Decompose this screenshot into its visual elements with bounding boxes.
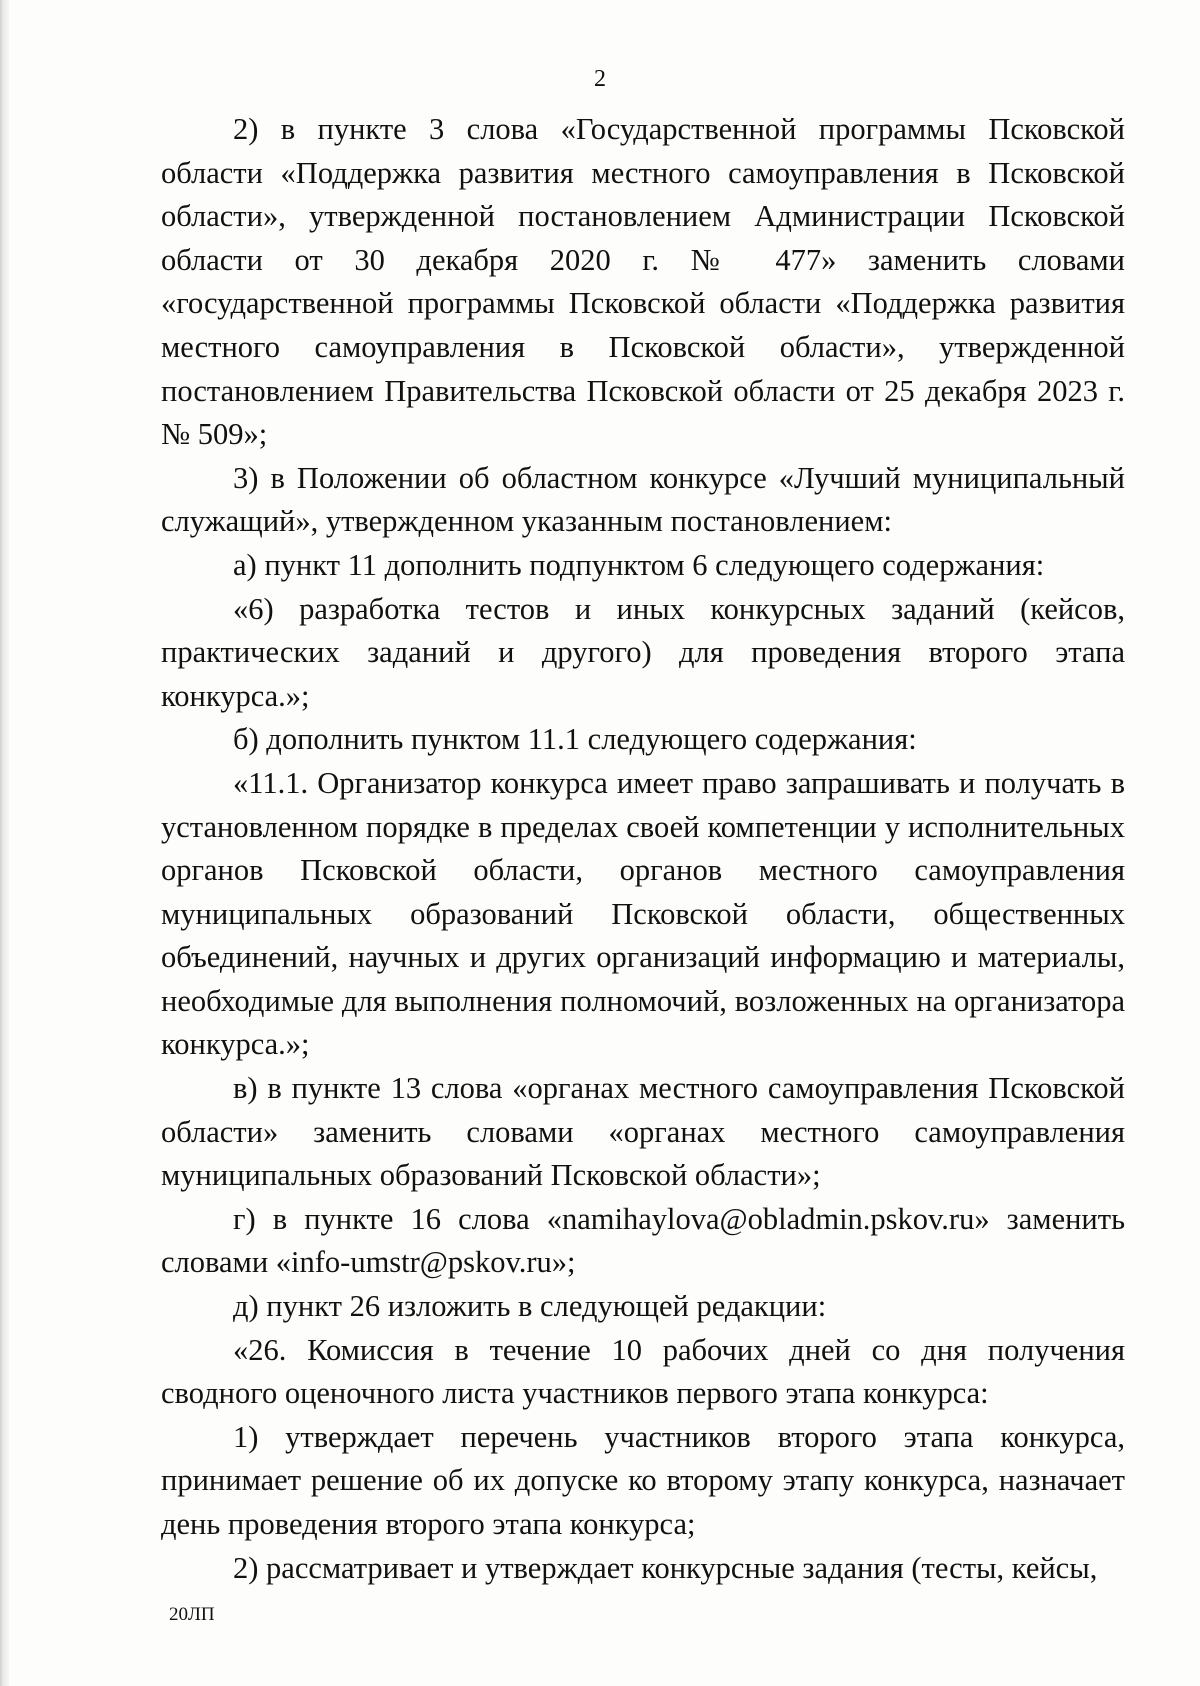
paragraph-quote-26: «26. Комиссия в течение 10 рабочих дней со дня получения сводного оценочного листа участников первого этапа конкурса: [161,1332,1125,1411]
paragraph-26-item-1: 1) утверждает перечень участников второго этапа конкурса, принимает решение об их допуске ко второму этапу конкурса, назначает день проведения второго этапа конкурса; [161,1419,1125,1541]
paragraph-item-3: 3) в Положении об областном конкурсе «Лучший муниципальный служащий», утвержденном указанным постановлением: [161,460,1125,539]
paragraph-26-item-2: 2) рассматривает и утверждает конкурсные задания (тесты, кейсы, [233,1550,1098,1585]
paragraph-subitem-d: д) пункт 26 изложить в следующей редакции: [233,1289,827,1324]
paragraph-quote-6: «6) разработка тестов и иных конкурсных заданий (кейсов, практических заданий и другого) для проведения второго этапа конкурса.»; [161,591,1125,713]
paragraph-subitem-b: б) дополнить пунктом 11.1 следующего содержания: [233,722,917,757]
paragraph-subitem-a: а) пункт 11 дополнить подпунктом 6 следующего содержания: [233,547,1045,582]
paragraph-quote-11-1: «11.1. Организатор конкурса имеет право запрашивать и получать в установленном порядке в пределах своей компетенции у исполнительных органов Псковской области, органов местного самоуправления муниципальных образований Псковской области, общественных объединений, научных и других организаций информацию и материалы, необходимые для выполнения полномочий, возложенных на организатора конкурса.»; [161,765,1125,1062]
scan-edge [0,0,9,1686]
page-number: 2 [594,66,606,92]
footer-code: 20ЛП [169,1604,215,1625]
document-body [161,108,1125,1590]
paragraph-item-2: 2) в пункте 3 слова «Государственной программы Псковской области «Поддержка развития местного самоуправления в Псковской области», утвержденной постановлением Администрации Псковской области от 30 декабря 2020 г. № 477» заменить словами «государственной программы Псковской области «Поддержка развития местного самоуправления в Псковской области», утвержденной постановлением Правительства Псковской области от 25 декабря 2023 г. № 509»; [161,112,1125,452]
paragraph-subitem-v: в) в пункте 13 слова «органах местного самоуправления Псковской области» заменить словами «органах местного самоуправления муниципальных образований Псковской области»; [161,1071,1125,1193]
paragraph-subitem-g: г) в пункте 16 слова «namihaylova@obladmin.pskov.ru» заменить словами «info-umstr@pskov.ru»; [161,1201,1125,1280]
